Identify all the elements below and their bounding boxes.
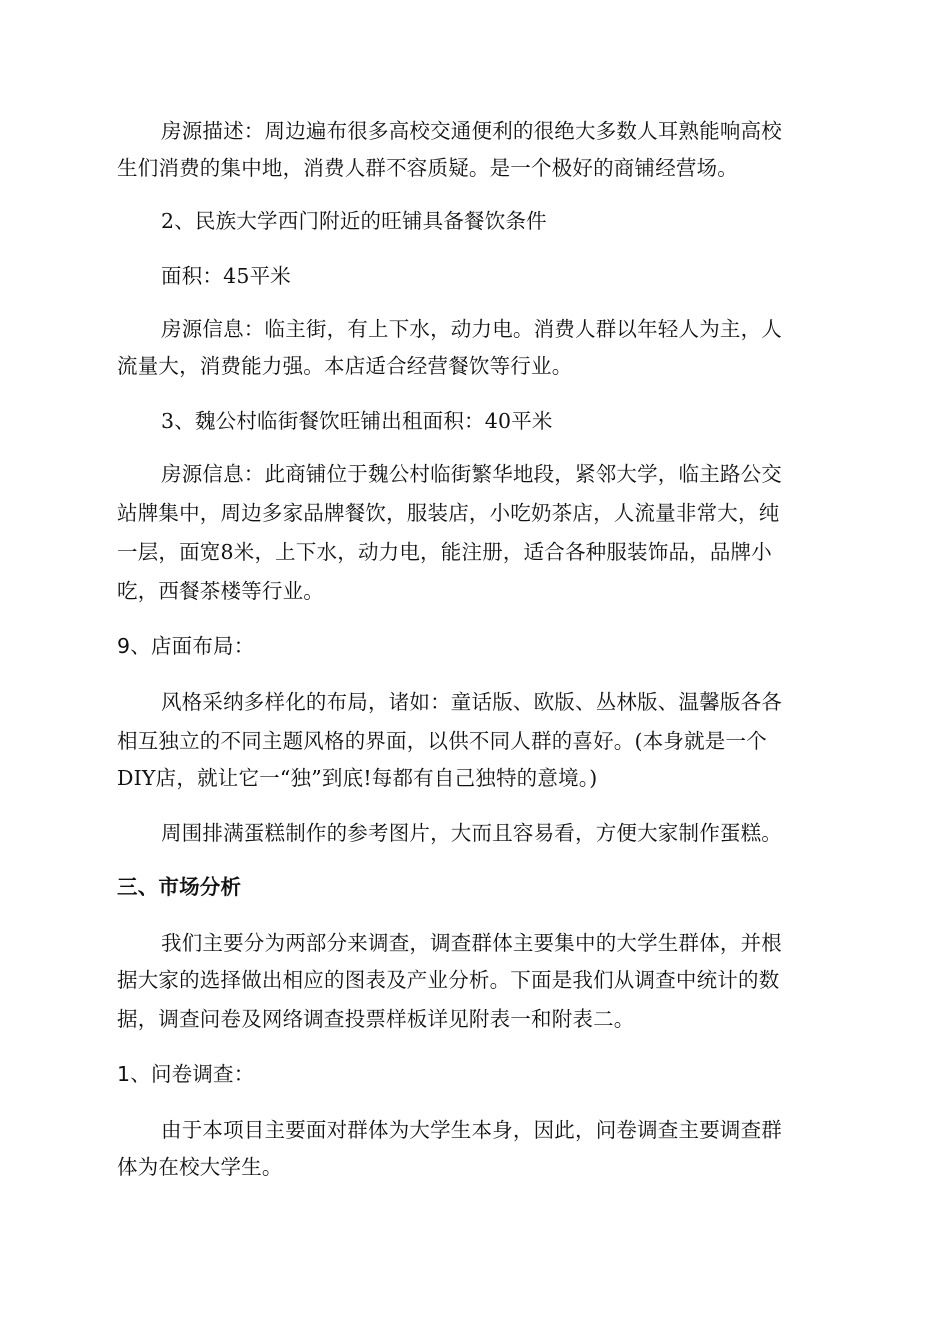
paragraph-line: 由于本项目主要面对群体为大学生本身，因此，问卷调查主要调查群 (161, 1118, 782, 1142)
paragraph-line: 2、民族大学西门附近的旺铺具备餐饮条件 (161, 209, 547, 233)
paragraph-line: 房源信息：此商铺位于魏公村临街繁华地段，紧邻大学，临主路公交 (161, 462, 782, 486)
section-heading: 9、店面布局： (117, 634, 255, 658)
paragraph-line: 3、魏公村临街餐饮旺铺出租面积：40平米 (161, 409, 553, 433)
paragraph-line: 站牌集中，周边多家品牌餐饮，服装店，小吃奶茶店，人流量非常大，纯 (117, 501, 780, 525)
paragraph-line: 面积：45平米 (161, 264, 291, 288)
paragraph-line: 流量大，消费能力强。本店适合经营餐饮等行业。 (117, 354, 573, 378)
paragraph-line: 据大家的选择做出相应的图表及产业分析。下面是我们从调查中统计的数 (117, 968, 780, 992)
paragraph-line: 一层，面宽8米，上下水，动力电，能注册，适合各种服装饰品，品牌小 (117, 540, 772, 564)
paragraph-line: 风格采纳多样化的布局，诸如：童话版、欧版、丛林版、温馨版各各 (161, 690, 782, 714)
paragraph-line: 吃，西餐茶楼等行业。 (117, 579, 324, 603)
paragraph-line: 相互独立的不同主题风格的界面，以供不同人群的喜好。(本身就是一个 (117, 729, 767, 753)
paragraph-line: 据，调查问卷及网络调查投票样板详见附表一和附表二。 (117, 1007, 635, 1031)
paragraph-line: 房源信息：临主街，有上下水，动力电。消费人群以年轻人为主，人 (161, 317, 782, 341)
paragraph-line: DIY店，就让它一“独”到底!每都有自己独特的意境。) (117, 766, 598, 790)
section-heading: 1、问卷调查： (117, 1062, 255, 1086)
chapter-heading: 三、市场分析 (117, 875, 242, 899)
paragraph-line: 生们消费的集中地，消费人群不容质疑。是一个极好的商铺经营场。 (117, 156, 738, 180)
paragraph-line: 体为在校大学生。 (117, 1155, 283, 1179)
paragraph-line: 周围排满蛋糕制作的参考图片，大而且容易看，方便大家制作蛋糕。 (161, 821, 782, 845)
paragraph-line: 房源描述：周边遍布很多高校交通便利的很绝大多数人耳熟能响高校 (161, 119, 782, 143)
paragraph-line: 我们主要分为两部分来调查，调查群体主要集中的大学生群体，并根 (161, 931, 782, 955)
